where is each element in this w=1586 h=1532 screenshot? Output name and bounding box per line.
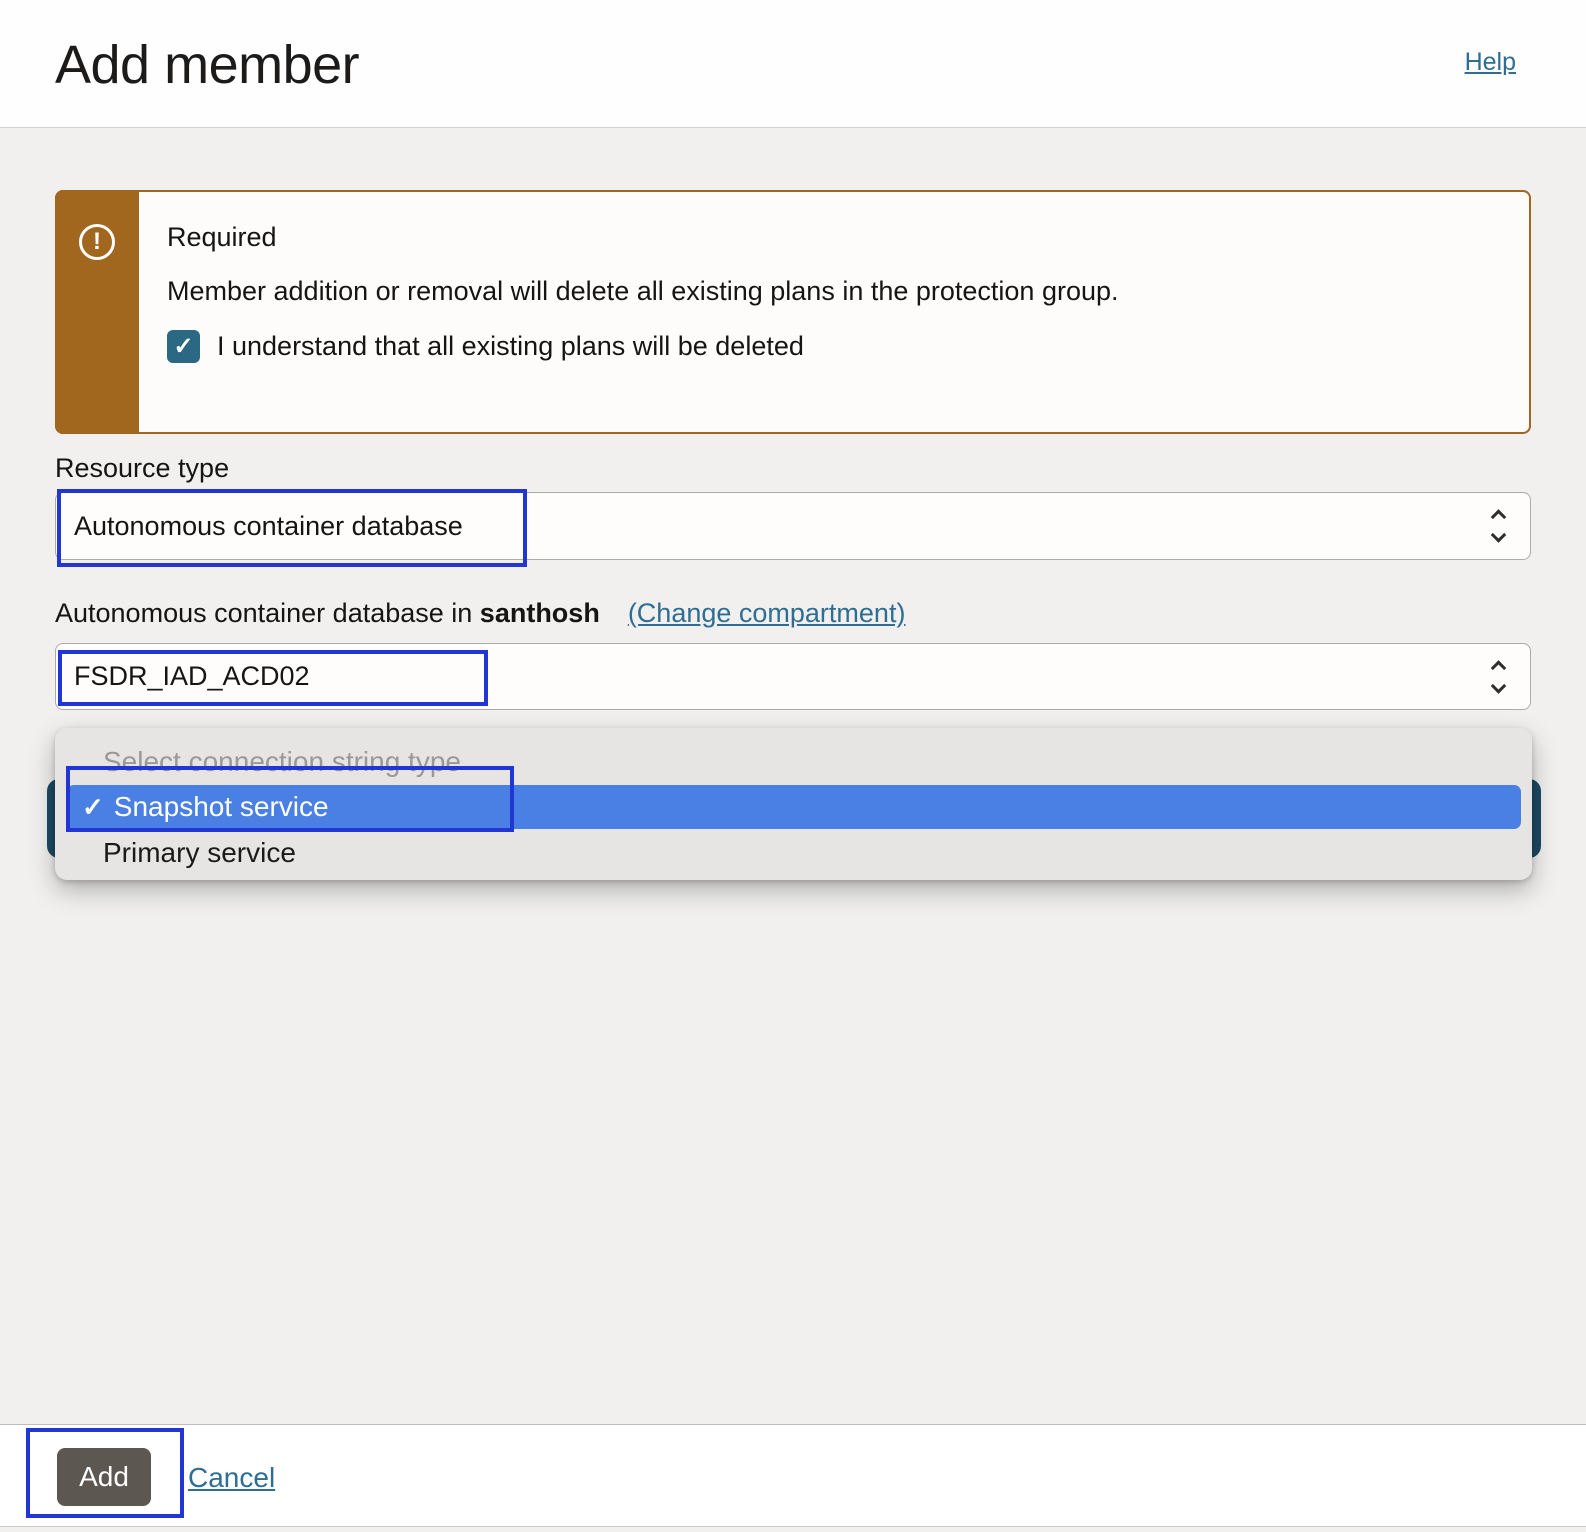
page-title: Add member	[55, 35, 360, 95]
database-value: FSDR_IAD_ACD02	[74, 661, 310, 691]
resource-type-select[interactable]	[55, 492, 1531, 560]
compartment-name: santhosh	[479, 598, 600, 628]
dropdown-option-snapshot-service[interactable]	[67, 785, 1521, 829]
acknowledge-checkbox[interactable]	[167, 330, 200, 363]
database-label-prefix: Autonomous container database in	[55, 598, 480, 628]
panel-footer	[0, 1424, 1586, 1527]
required-warning-banner	[55, 190, 1531, 434]
checkmark-icon: ✓	[82, 791, 104, 822]
help-link[interactable]: Help	[1464, 48, 1516, 76]
resource-type-value: Autonomous container database	[74, 510, 463, 541]
dropdown-placeholder-option: Select connection string type	[103, 746, 461, 777]
database-select[interactable]	[55, 643, 1531, 710]
warning-stripe	[55, 190, 139, 434]
database-label-line	[55, 598, 905, 629]
connection-string-dropdown	[55, 728, 1532, 880]
banner-title: Required	[167, 222, 277, 252]
dropdown-option-primary-service[interactable]: Primary service	[103, 837, 296, 868]
select-stepper-icon	[1493, 662, 1504, 691]
chevron-down-icon	[1491, 527, 1507, 543]
resource-type-label: Resource type	[55, 453, 230, 483]
acknowledge-checkbox-label[interactable]: I understand that all existing plans will be deleted	[217, 331, 804, 361]
chevron-up-icon	[1491, 509, 1507, 525]
select-stepper-icon	[1493, 512, 1504, 541]
cancel-link[interactable]: Cancel	[188, 1462, 276, 1493]
chevron-up-icon	[1491, 660, 1507, 676]
add-button[interactable]: Add	[57, 1448, 151, 1506]
checkmark-icon: ✓	[173, 333, 194, 360]
banner-message: Member addition or removal will delete all existing plans in the protection group.	[167, 276, 1119, 306]
dropdown-option-label: Snapshot service	[113, 791, 329, 822]
acknowledge-checkbox-row	[167, 330, 804, 363]
change-compartment-link[interactable]: (Change compartment)	[627, 598, 906, 628]
panel-header	[0, 0, 1586, 128]
exclamation-circle-icon: !	[79, 224, 115, 260]
chevron-down-icon	[1491, 678, 1507, 694]
